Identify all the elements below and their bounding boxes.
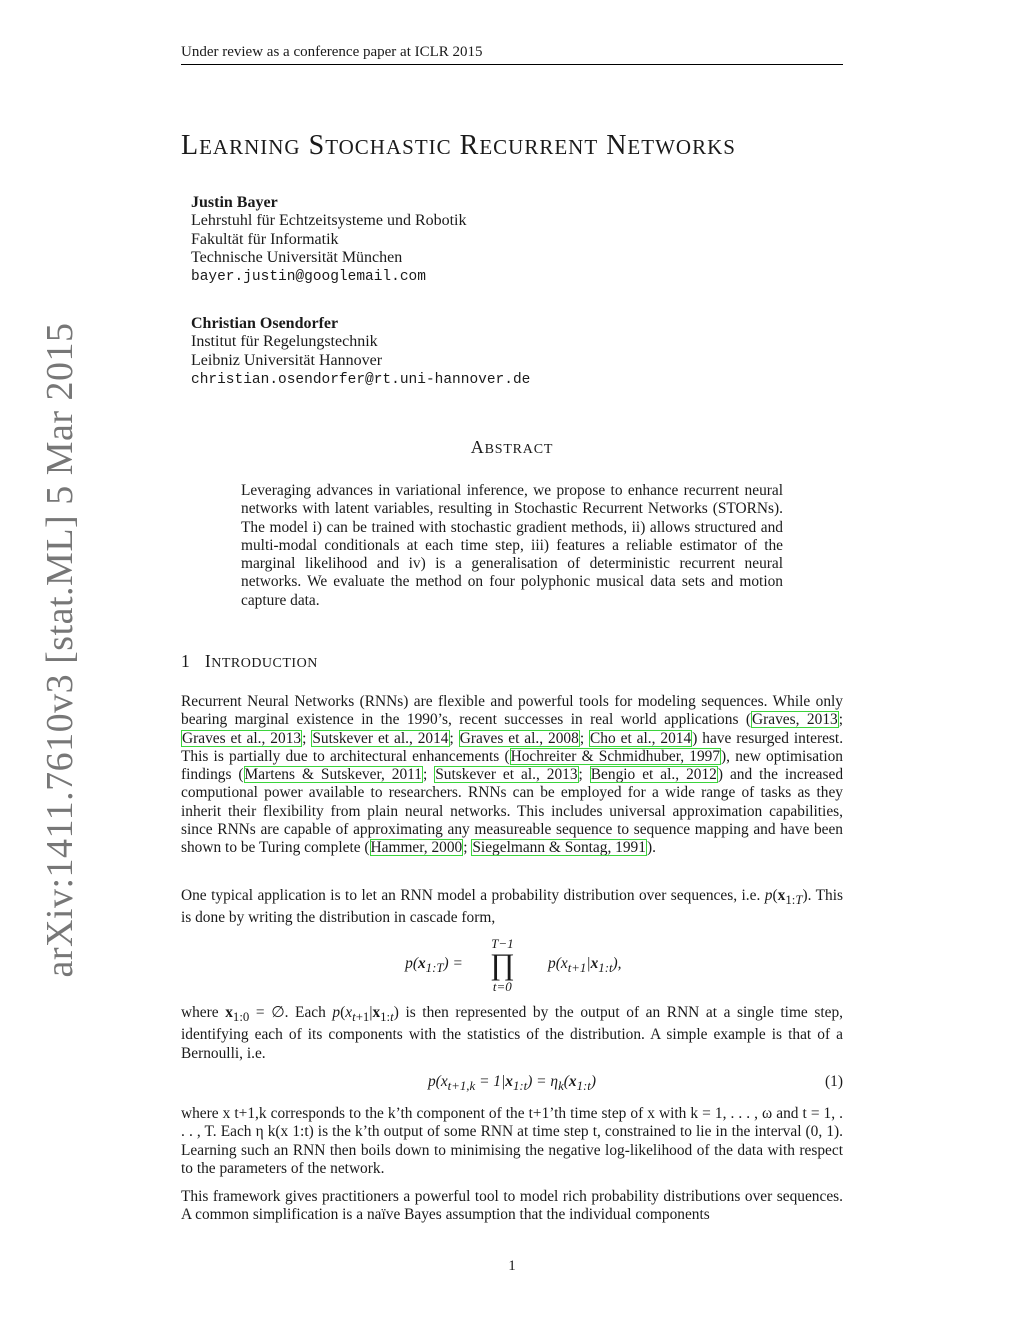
citation-link[interactable]: Graves et al., 2008 (459, 729, 579, 747)
intro-paragraph-2: One typical application is to let an RNN model a probability distribution over sequences, i.e. $p(x_{1:T})$. This is done by writing the distribution in cascade form, (181, 887, 844, 927)
author-name: Justin Bayer (191, 194, 278, 211)
author-email[interactable]: bayer.justin@googlemail.com (191, 269, 426, 286)
citation-link[interactable]: Siegelmann & Sontag, 1991 (472, 839, 646, 857)
author-email[interactable]: christian.osendorfer@rt.uni-hannover.de (191, 371, 531, 388)
intro-paragraph-5: This framework gives practitioners a powerful tool to model rich probability distributions over sequences. A common simplification is a naïve Bayes assumption that the individual components (181, 1188, 843, 1224)
citation-link[interactable]: Cho et al., 2014 (590, 729, 692, 747)
intro-paragraph-1: Recurrent Neural Networks (RNNs) are flexible and powerful tools for modeling sequences. While only bearing marginal existence in the 1990’s, recent successes in real world applications (Graves, 2013; Graves et al., 2013; Sutskever et al., 2014; Graves et al., 2008; Cho et al., 2014) have resurged interest. This is partially due to architectural enhancements (Hochreiter & Schmidhuber, 1997), new optimisation findings (Martens & Sutskever, 2011; Sutskever et al., 2013; Bengio et al., 2012) and the increased computional power available to researchers. RNNs can be employed for a wide range of tasks as they inherit their flexibility from plain neural networks. This includes universal approximation capabilities, since RNNs are capable of approximating any measureable sequence to sequence mapping and have been shown to be Turing complete (Hammer, 2000; Siegelmann & Sontag, 1991). (181, 693, 844, 857)
affiliation: Technische Universität München (191, 248, 403, 266)
affiliation: Institut für Regelungstechnik (191, 333, 378, 351)
product-operator: T−1 ∏ t=0 (490, 936, 515, 994)
page-number: 1 (508, 1258, 516, 1274)
author-block-1 (191, 194, 467, 286)
cascade-equation: $p(x_{1:T})$ = (405, 955, 463, 976)
citation-link[interactable]: Sutskever et al., 2014 (312, 729, 449, 747)
equation-number: (1) (825, 1073, 843, 1090)
citation-link[interactable]: Graves, 2013 (752, 711, 838, 729)
author-name: Christian Osendorfer (191, 315, 339, 332)
author-block-2 (191, 315, 530, 389)
bernoulli-equation: $p(x_{t+1,k} = 1|x_{1:t}) = \eta_k(x_{1:t})$ (1) (427, 1073, 843, 1094)
intro-paragraph-4: where x t+1,k corresponds to the k’th component of the t+1’th time step of x with k = 1, . . . , ω and t = 1, . . . , T. Each η k(x 1:t) is the k’th output of some RNN at time step t, constrained to lie in the interval (0, 1). Learning such an RNN then boils down to minimising the negative log-likelihood of the data with respect to the parameters of the network. (181, 1105, 843, 1177)
citation-link[interactable]: Sutskever et al., 2013 (435, 766, 578, 784)
affiliation: Leibniz Universität Hannover (191, 351, 383, 369)
arxiv-identifier: arXiv:1411.7610v3 [stat.ML] 5 Mar 2015 (39, 322, 81, 978)
affiliation: Fakultät für Informatik (191, 230, 339, 248)
citation-link[interactable]: Bengio et al., 2012 (590, 766, 717, 784)
section-heading: 1 INTRODUCTION (181, 651, 318, 671)
cascade-equation-rhs: $p(x_{t+1}|x_{1:t})$, (548, 955, 622, 976)
paper-title: LEARNING STOCHASTIC RECURRENT NETWORKS (181, 130, 736, 161)
citation-link[interactable]: Graves et al., 2013 (182, 729, 302, 747)
affiliation: Lehrstuhl für Echtzeitsysteme und Robotik (191, 212, 467, 230)
citation-link[interactable]: Hochreiter & Schmidhuber, 1997 (510, 747, 721, 765)
citation-link[interactable]: Martens & Sutskever, 2011 (244, 766, 422, 784)
running-header: Under review as a conference paper at ICLR 2015 (181, 44, 843, 65)
intro-paragraph-3: where $x_{1:0}$ = ∅. Each $p(x_{t+1}|x_{1:t})$ is then represented by the output of an RNN at a single time step, identifying each of its components with the statistics of the distribution. A simple example is that of a Bernoulli, i.e. (181, 1004, 843, 1062)
abstract-heading: ABSTRACT (470, 437, 554, 457)
abstract-text: Leveraging advances in variational inference, we propose to enhance recurrent neural networks with latent variables, resulting in Stochastic Recurrent Networks (STORNs). The model i) can be trained with stochastic gradient methods, ii) allows structured and multi-modal conditionals at each time step, iii) features a reliable estimator of the marginal likelihood and iv) is a generalisation of deterministic recurrent neural networks. We evaluate the method on four polyphonic musical data sets and motion capture data. (241, 482, 783, 609)
citation-link[interactable]: Hammer, 2000 (370, 839, 463, 857)
